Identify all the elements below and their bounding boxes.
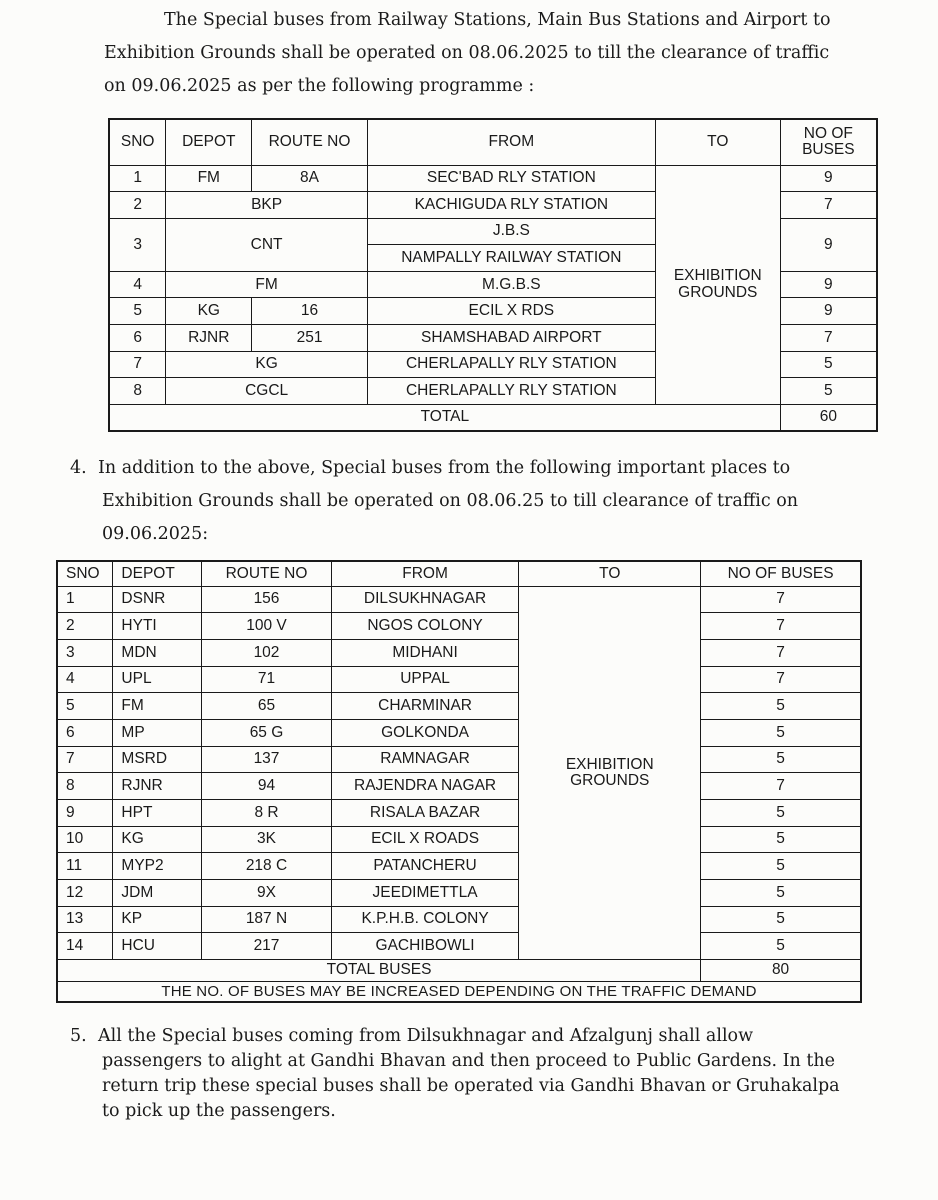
cell-from: RAMNAGAR [331,746,519,773]
cell-sno: 3 [57,639,113,666]
table-row [57,773,861,800]
total-value: 80 [701,960,861,982]
cell-route: 16 [252,298,368,325]
cell-sno: 3 [109,218,166,271]
cell-buses: 5 [701,906,861,933]
cell-sno: 7 [109,351,166,378]
cell-sno: 1 [57,586,113,613]
cell-buses: 7 [701,586,861,613]
header-route: ROUTE NO [252,119,368,165]
cell-from: CHERLAPALLY RLY STATION [367,378,655,405]
cell-sno: 1 [109,165,166,192]
cell-sno: 11 [57,853,113,880]
cell-sno: 6 [57,719,113,746]
total-label: TOTAL [109,404,780,431]
intro-line: Exhibition Grounds shall be operated on 08.06.2025 to till the clearance of traffic [104,43,830,63]
cell-buses: 5 [701,746,861,773]
header-depot: DEPOT [166,119,252,165]
header-depot: DEPOT [113,561,202,586]
cell-sno: 2 [109,192,166,219]
cell-route: 137 [202,746,332,773]
cell-depot: RJNR [166,325,252,352]
section-4-paragraph [70,452,886,551]
table-header-row [57,561,861,586]
cell-depot: KG [113,826,202,853]
total-label: TOTAL BUSES [57,960,701,982]
header-buses: NO OF BUSES [701,561,861,586]
section-4-line: 09.06.2025: [102,524,209,544]
cell-from: M.G.B.S [367,271,655,298]
cell-depot: JDM [113,880,202,907]
cell-route: 8A [252,165,368,192]
header-sno: SNO [57,561,113,586]
cell-depot: KG [166,298,252,325]
cell-from: KACHIGUDA RLY STATION [367,192,655,219]
section-5-line [70,1024,886,1049]
cell-from: RAJENDRA NAGAR [331,773,519,800]
intro-line: on 09.06.2025 as per the following programme : [104,76,535,96]
intro-paragraph [104,4,886,103]
total-row [57,960,861,982]
section-4-text: In addition to the above, Special buses from the following important places to [98,458,791,478]
cell-from: RISALA BAZAR [331,800,519,827]
cell-sno: 10 [57,826,113,853]
header-to: TO [655,119,780,165]
section-4-line: Exhibition Grounds shall be operated on 08.06.25 to till clearance of traffic on [102,491,799,511]
table-row [109,165,877,192]
table-row [57,933,861,960]
cell-depot: KP [113,906,202,933]
cell-buses: 5 [701,693,861,720]
cell-route: 217 [202,933,332,960]
cell-route: 94 [202,773,332,800]
header-sno: SNO [109,119,166,165]
section-number: 5. [70,1026,87,1046]
special-buses-table-2 [56,560,862,1003]
section-4-line [70,452,886,485]
table-row [57,719,861,746]
cell-from: DILSUKHNAGAR [331,586,519,613]
cell-buses: 7 [701,666,861,693]
cell-from: CHARMINAR [331,693,519,720]
cell-sno: 7 [57,746,113,773]
cell-from: ECIL X RDS [367,298,655,325]
cell-sno: 2 [57,613,113,640]
section-5-line: return trip these special buses shall be operated via Gandhi Bhavan or Gruhakalpa [102,1076,840,1096]
cell-buses: 7 [780,325,877,352]
total-row [109,404,877,431]
table-row [57,880,861,907]
cell-from: GOLKONDA [331,719,519,746]
cell-route: 65 [202,693,332,720]
cell-depot: FM [113,693,202,720]
table-row [57,613,861,640]
cell-buses: 5 [701,853,861,880]
section-5-text: All the Special buses coming from Dilsukhnagar and Afzalgunj shall allow [98,1026,754,1046]
cell-depot: UPL [113,666,202,693]
cell-buses: 5 [701,933,861,960]
table-header-row [109,119,877,165]
cell-depot: HPT [113,800,202,827]
cell-buses: 5 [701,719,861,746]
cell-buses: 5 [780,378,877,405]
cell-buses: 5 [701,826,861,853]
note-row [57,982,861,1002]
cell-buses: 5 [701,800,861,827]
cell-from: SEC'BAD RLY STATION [367,165,655,192]
cell-depot: FM [166,165,252,192]
cell-sno: 5 [57,693,113,720]
cell-from: SHAMSHABAD AIRPORT [367,325,655,352]
cell-from: K.P.H.B. COLONY [331,906,519,933]
cell-sno: 14 [57,933,113,960]
cell-depot-route: CGCL [166,378,367,405]
cell-depot: DSNR [113,586,202,613]
cell-sno: 5 [109,298,166,325]
header-to: TO [519,561,701,586]
cell-route: 9X [202,880,332,907]
cell-buses: 5 [701,880,861,907]
cell-from: NAMPALLY RAILWAY STATION [367,245,655,272]
cell-depot-route: CNT [166,218,367,271]
section-number: 4. [70,458,87,478]
cell-sno: 13 [57,906,113,933]
table-row [57,800,861,827]
cell-route: 102 [202,639,332,666]
cell-depot: HCU [113,933,202,960]
cell-from: NGOS COLONY [331,613,519,640]
table-row [57,639,861,666]
cell-buses: 9 [780,298,877,325]
cell-buses: 7 [701,639,861,666]
cell-from: JEEDIMETTLA [331,880,519,907]
cell-sno: 6 [109,325,166,352]
cell-to-destination: EXHIBITION GROUNDS [655,165,780,404]
cell-buses: 7 [701,613,861,640]
cell-buses: 5 [780,351,877,378]
cell-depot: MSRD [113,746,202,773]
cell-route: 8 R [202,800,332,827]
cell-route: 65 G [202,719,332,746]
cell-buses: 9 [780,271,877,298]
header-route: ROUTE NO [202,561,332,586]
cell-to-destination: EXHIBITION GROUNDS [519,586,701,960]
cell-route: 156 [202,586,332,613]
special-buses-table-1 [108,118,878,432]
cell-from: PATANCHERU [331,853,519,880]
cell-from: ECIL X ROADS [331,826,519,853]
cell-from: MIDHANI [331,639,519,666]
table-row [57,586,861,613]
cell-buses: 7 [701,773,861,800]
table-row [57,853,861,880]
cell-from: CHERLAPALLY RLY STATION [367,351,655,378]
cell-depot-route: BKP [166,192,367,219]
table-row [57,693,861,720]
header-from: FROM [367,119,655,165]
section-5-line: passengers to alight at Gandhi Bhavan and then proceed to Public Gardens. In the [102,1051,835,1071]
cell-from: GACHIBOWLI [331,933,519,960]
cell-depot: HYTI [113,613,202,640]
cell-route: 100 V [202,613,332,640]
header-buses: NO OF BUSES [780,119,877,165]
cell-sno: 4 [57,666,113,693]
cell-route: 251 [252,325,368,352]
total-value: 60 [780,404,877,431]
cell-route: 218 C [202,853,332,880]
cell-buses: 9 [780,218,877,271]
cell-buses: 7 [780,192,877,219]
cell-route: 3K [202,826,332,853]
cell-depot: MYP2 [113,853,202,880]
table-row [57,666,861,693]
cell-sno: 9 [57,800,113,827]
cell-sno: 8 [57,773,113,800]
section-5-paragraph [70,1024,886,1124]
table-row [57,746,861,773]
cell-route: 71 [202,666,332,693]
cell-from: J.B.S [367,218,655,245]
intro-line: The Special buses from Railway Stations, Main Bus Stations and Airport to [164,10,831,30]
cell-sno: 12 [57,880,113,907]
cell-depot-route: FM [166,271,367,298]
cell-depot: MP [113,719,202,746]
table-row [57,826,861,853]
table-row [57,906,861,933]
cell-depot: RJNR [113,773,202,800]
cell-buses: 9 [780,165,877,192]
cell-sno: 8 [109,378,166,405]
cell-depot: MDN [113,639,202,666]
traffic-demand-note: THE NO. OF BUSES MAY BE INCREASED DEPENDING ON THE TRAFFIC DEMAND [57,982,861,1002]
section-5-line: to pick up the passengers. [102,1101,336,1121]
cell-depot-route: KG [166,351,367,378]
header-from: FROM [331,561,519,586]
cell-from: UPPAL [331,666,519,693]
cell-route: 187 N [202,906,332,933]
cell-sno: 4 [109,271,166,298]
